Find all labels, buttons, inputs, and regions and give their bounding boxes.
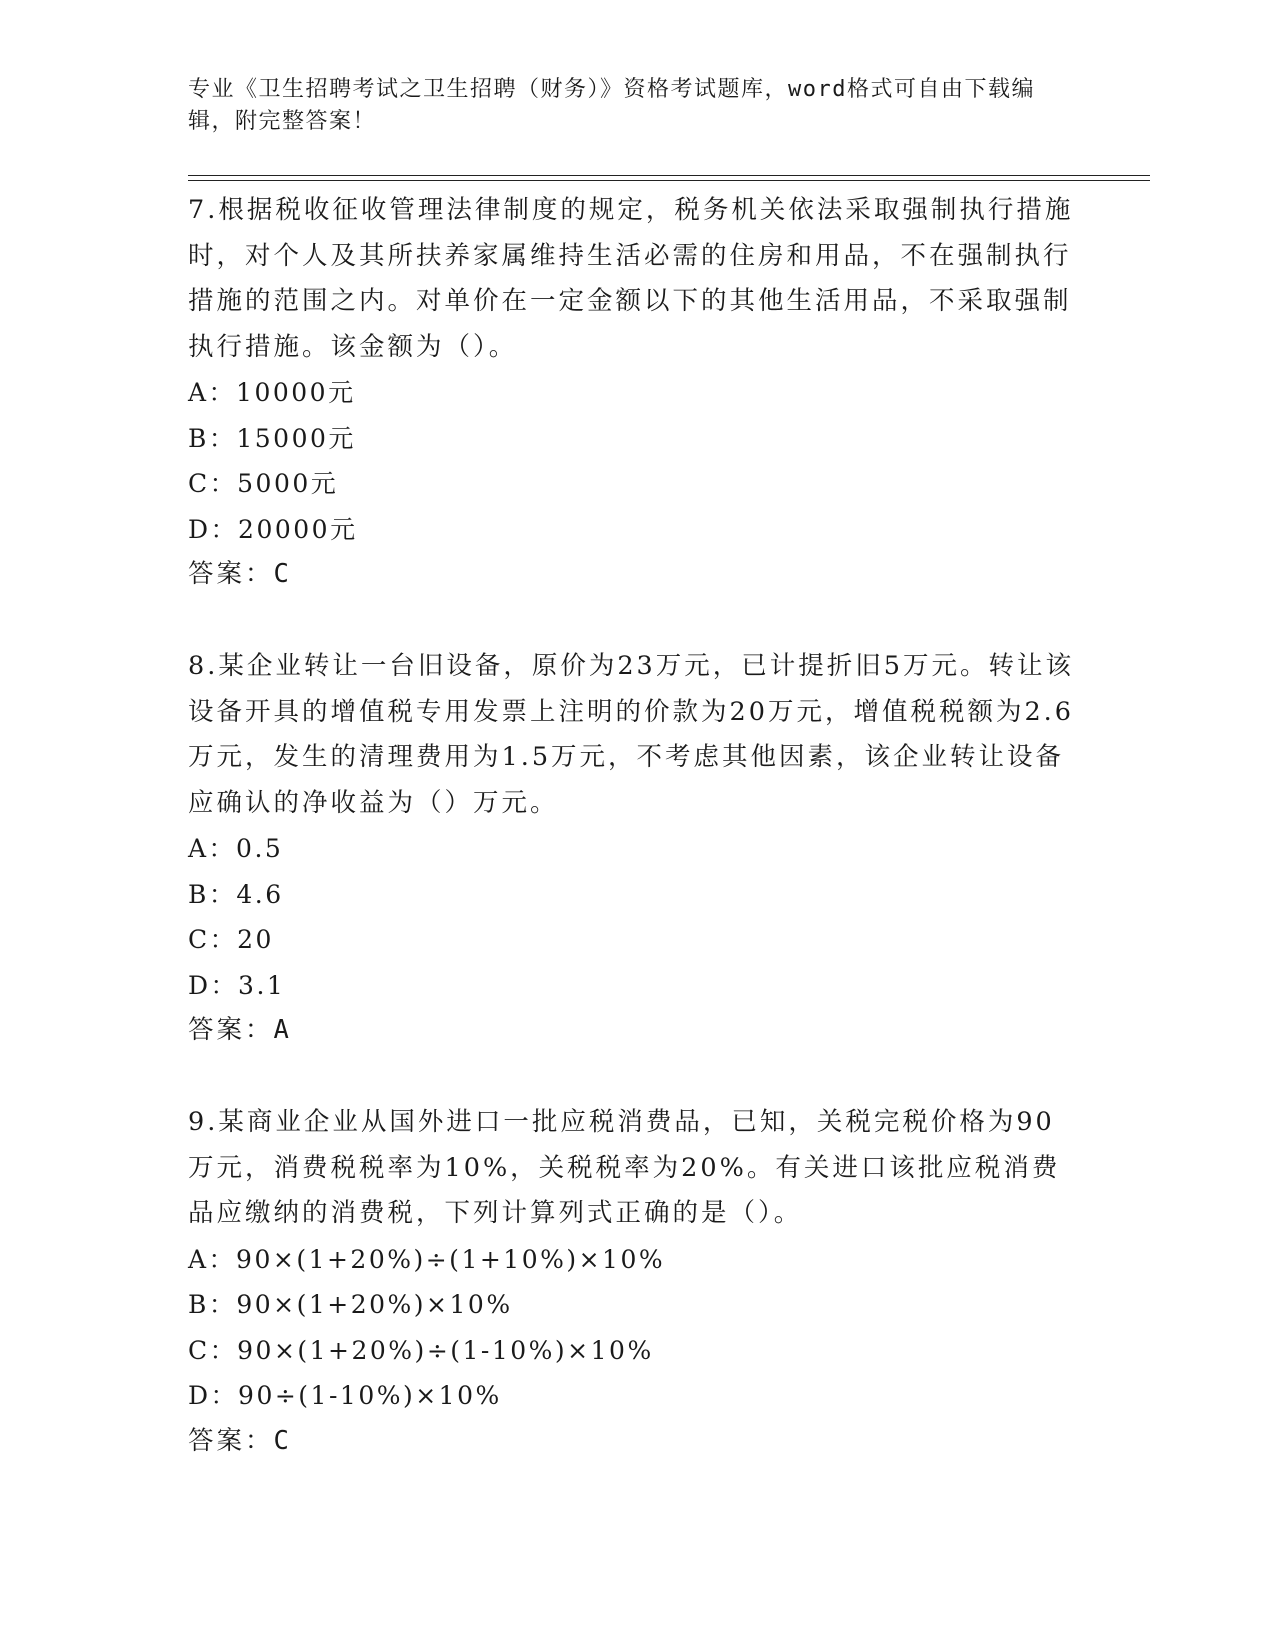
header-divider-bottom: [188, 180, 1150, 181]
question-stem: 8.某企业转让一台旧设备，原价为23万元，已计提折旧5万元。转让该设备开具的增值税专用发票上注明的价款为20万元，增值税税额为2.6万元，发生的清理费用为1.5万元，不考虑其他因素，该企业转让设备应确认的净收益为（）万元。: [188, 651, 1075, 818]
option-list: [188, 1237, 1078, 1419]
option-b: B：4.6: [188, 879, 284, 909]
question-block: [188, 1100, 1078, 1464]
option-list: [188, 370, 1078, 552]
option-a: A：0.5: [188, 834, 284, 863]
option-c: C：90×(1+20%)÷(1-10%)×10%: [188, 1335, 654, 1365]
option-a: A：10000元: [188, 378, 356, 407]
question-stem: 9.某商业企业从国外进口一批应税消费品，已知，关税完税价格为90万元，消费税税率为10%，关税税率为20%。有关进口该批应税消费品应缴纳的消费税，下列计算列式正确的是（）。: [188, 1107, 1061, 1228]
question-block: [188, 188, 1078, 598]
option-b: B：90×(1+20%)×10%: [188, 1290, 513, 1319]
option-d: D：20000元: [188, 514, 358, 544]
option-a: A：90×(1+20%)÷(1+10%)×10%: [188, 1244, 666, 1274]
question-stem: 7.根据税收征收管理法律制度的规定，税务机关依法采取强制执行措施时，对个人及其所扶养家属维持生活必需的住房和用品，不在强制执行措施的范围之内。对单价在一定金额以下的其他生活用品，不采取强制执行措施。该金额为（）。: [188, 195, 1074, 362]
question-block: [188, 644, 1078, 1054]
answer-line: 答案：C: [188, 559, 292, 589]
header-divider-top: [188, 175, 1150, 176]
option-c: C：20: [188, 925, 274, 954]
option-d: D：3.1: [188, 970, 286, 1000]
answer-line: 答案：C: [188, 1425, 292, 1456]
document-header: 专业《卫生招聘考试之卫生招聘（财务）》资格考试题库，word格式可自由下载编辑，附完整答案！: [188, 77, 1035, 134]
option-list: [188, 826, 1078, 1008]
answer-line: 答案：A: [188, 1015, 292, 1045]
option-b: B：15000元: [188, 423, 356, 453]
option-d: D：90÷(1-10%)×10%: [188, 1381, 502, 1410]
option-c: C：5000元: [188, 469, 339, 498]
